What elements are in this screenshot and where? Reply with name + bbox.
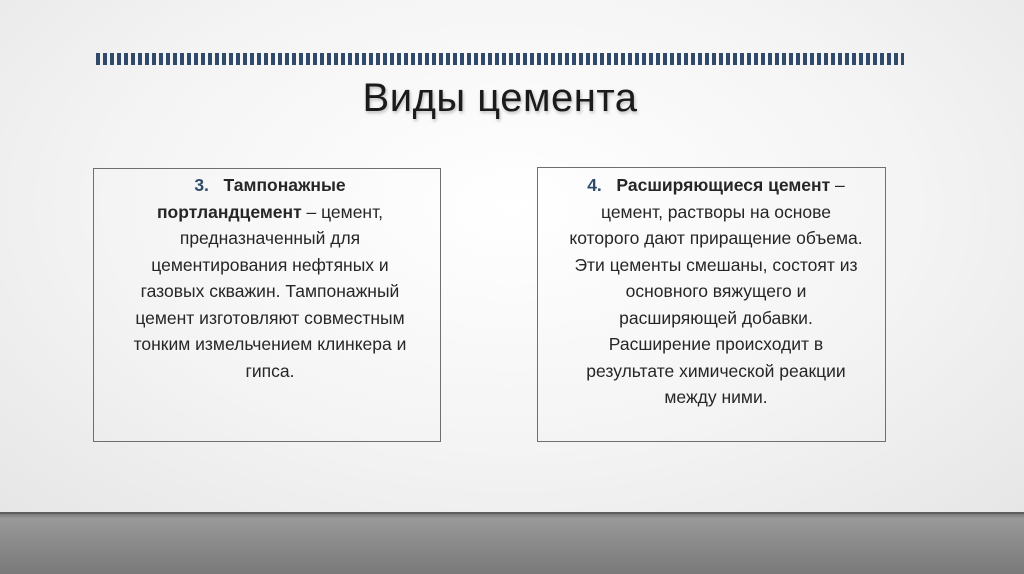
right-card-text: – цемент, растворы на основе которого дают приращение объема. Эти цементы смешаны, состоят из основного вяжущего и расширяющей добавки. Расширение происходит в результате химической реакции между ними. bbox=[569, 175, 863, 407]
left-card-term: Тампонажные портландцемент bbox=[156, 175, 346, 222]
right-card-number: 4. bbox=[587, 175, 602, 195]
right-card-content bbox=[566, 172, 866, 411]
decorative-stripe bbox=[96, 53, 904, 65]
right-card-term: Расширяющиеся цемент bbox=[616, 175, 831, 195]
left-card-content bbox=[120, 172, 420, 384]
left-card-number: 3. bbox=[194, 175, 209, 195]
slide-title: Виды цемента bbox=[362, 76, 638, 120]
left-card-text: – цемент, предназначенный для цементирования нефтяных и газовых скважин. Тампонажный цемент изготовляют совместным тонким измельчением клинкера и гипса. bbox=[133, 201, 407, 381]
floor bbox=[0, 514, 1024, 574]
